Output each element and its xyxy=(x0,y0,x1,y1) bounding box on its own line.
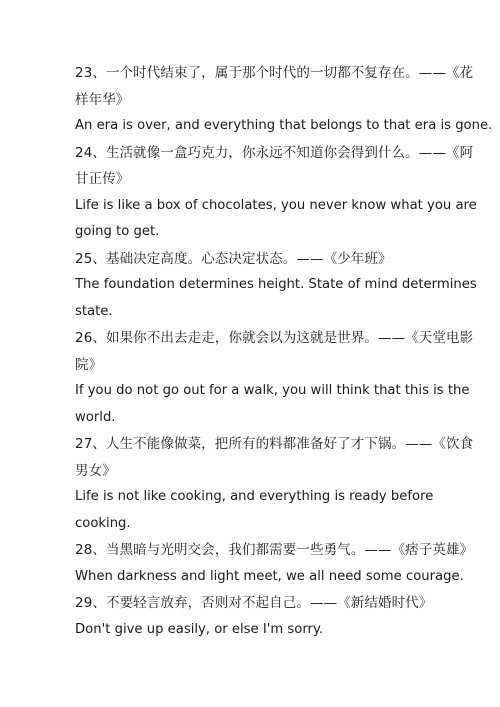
quote-english-line: world. xyxy=(75,409,116,425)
quote-item-25 xyxy=(75,246,477,326)
quote-english-line: Life is like a box of chocolates, you never know what you are xyxy=(75,197,477,213)
quote-chinese-line: 样年华》 xyxy=(75,91,130,108)
quote-chinese-line: 25、基础决定高度。心态决定状态。——《少年班》 xyxy=(75,250,392,267)
quote-item-29 xyxy=(75,590,435,643)
quote-chinese-line: 院》 xyxy=(75,356,103,373)
quote-list xyxy=(75,60,493,643)
quote-item-27 xyxy=(75,431,474,537)
quote-english-line: going to get. xyxy=(75,224,160,239)
quote-chinese-line: 27、人生不能像做菜，把所有的料都准备好了才下锅。——《饮食 xyxy=(75,436,474,452)
quote-chinese-line: 28、当黑暗与光明交会，我们都需要一些勇气。——《痞子英雄》 xyxy=(75,542,474,558)
quote-english-line: If you do not go out for a walk, you will think that this is the xyxy=(75,383,470,398)
quote-english-line: An era is over, and everything that belongs to that era is gone. xyxy=(75,118,493,133)
quote-english-line: Life is not like cooking, and everything is ready before xyxy=(75,489,434,504)
quote-item-24 xyxy=(75,140,477,246)
quote-chinese-line: 甘正传》 xyxy=(75,171,130,187)
quote-english-line: cooking. xyxy=(75,515,131,531)
quote-item-26 xyxy=(75,325,474,431)
quote-english-line: The foundation determines height. State of mind determines xyxy=(75,277,477,292)
quote-chinese-line: 26、如果你不出去走走，你就会以为这就是世界。——《天堂电影 xyxy=(75,330,474,346)
quote-chinese-line: 23、一个时代结束了，属于那个时代的一切都不复存在。——《花 xyxy=(75,65,474,81)
quote-english-line: When darkness and light meet, we all need some courage. xyxy=(75,568,464,584)
quote-item-23 xyxy=(75,60,493,140)
quote-english-line: Don't give up easily, or else I'm sorry. xyxy=(75,621,324,637)
quote-chinese-line: 29、不要轻言放弃，否则对不起自己。——《新结婚时代》 xyxy=(75,595,433,611)
quote-chinese-line: 男女》 xyxy=(75,462,116,479)
quote-english-line: state. xyxy=(75,303,113,319)
quote-item-28 xyxy=(75,537,474,590)
quote-chinese-line: 24、生活就像一盒巧克力，你永远不知道你会得到什么。——《阿 xyxy=(75,144,474,161)
